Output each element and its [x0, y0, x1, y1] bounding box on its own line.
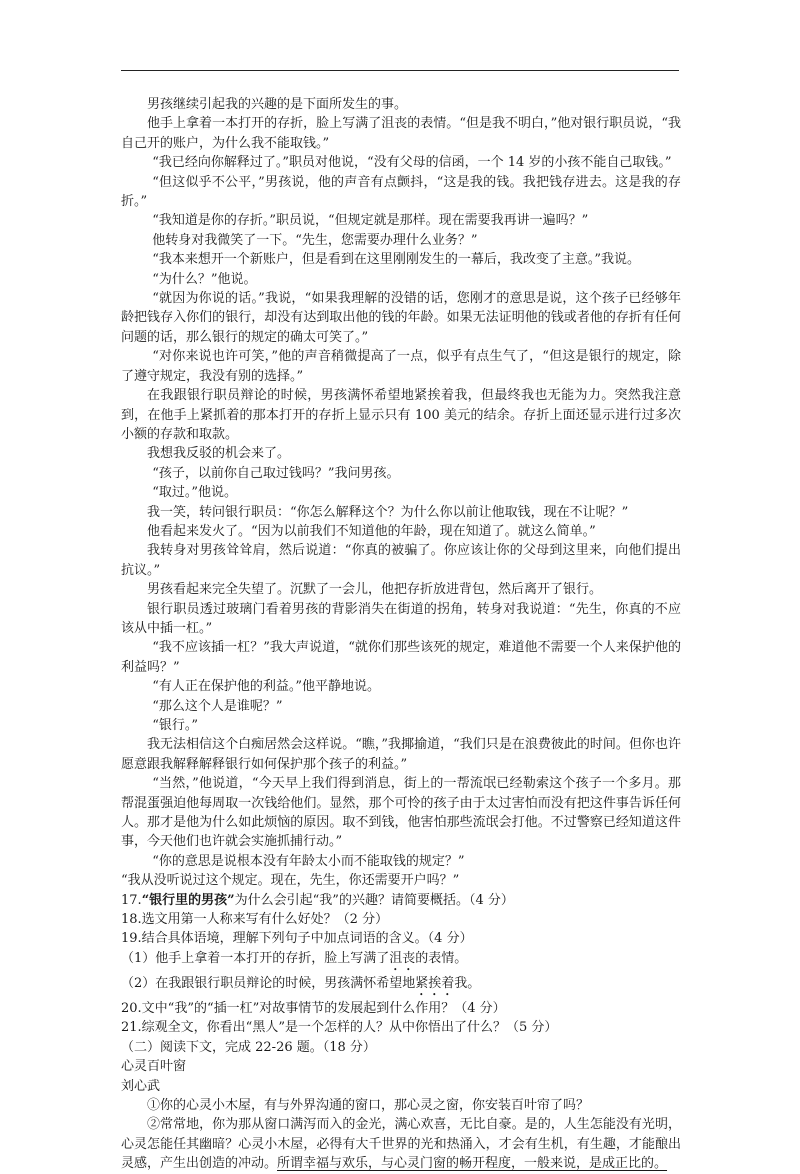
story-paragraph: 银行职员透过玻璃门看着男孩的背影消失在街道的拐角，转身对我说道：“先生，你真的不应该从中插一杠。” — [121, 601, 681, 636]
story-paragraph: 我无法相信这个白痴居然会这样说。“瞧，”我揶揄道，“我们只是在浪费彼此的时间。但你也许愿意跟我解释解释银行如何保护那个孩子的利益。” — [121, 737, 681, 772]
question-text: （2）在我跟银行职员辩论的时候，男孩满怀希望地 — [121, 975, 416, 991]
story-paragraph: “孩子，以前你自己取过钱吗？”我问男孩。 — [152, 465, 400, 481]
question-text: （1）他手上拿着一本打开的存折，脸上写满了 — [121, 950, 390, 966]
story-paragraph: 他看起来发火了。“因为以前我们不知道他的年龄，现在知道了。就这么简单。” — [147, 523, 596, 539]
essay-author: 刘心武 — [121, 1078, 161, 1094]
question-21: 21.综观全文，你看出“黑人”是一个怎样的人？从中你悟出了什么？（5 分） — [121, 1020, 558, 1036]
story-paragraph: “我从没听说过这个规定。现在，先生，你还需要开户吗？” — [121, 873, 460, 889]
story-title-quote: “银行里的男孩” — [141, 892, 235, 908]
essay-title: 心灵百叶窗 — [121, 1059, 187, 1075]
question-number: 17. — [121, 892, 142, 908]
story-paragraph: 我想我反驳的机会来了。 — [147, 446, 291, 462]
story-paragraph: “银行。” — [152, 718, 198, 733]
dotted-word: 紧挨着 — [415, 975, 455, 991]
dotted-word: 沮丧 — [389, 950, 416, 966]
story-paragraph: 男孩继续引起我的兴趣的是下面所发生的事。 — [147, 97, 408, 112]
story-paragraph: 我转身对男孩耸耸肩，然后说道：“你真的被骗了。你应该让你的父母到这里来，向他们提出抗议。” — [121, 543, 681, 578]
essay-paragraph — [121, 1115, 681, 1173]
story-paragraph: 他转身对我微笑了一下。“先生，您需要办理什么业务？” — [152, 232, 478, 248]
question-text: 为什么会引起“我”的兴趣？请简要概括。（4 分） — [234, 892, 514, 908]
question-20: 20.文中“我”的“插一杠”对故事情节的发展起到什么作用？（4 分） — [121, 1000, 506, 1016]
essay-paragraph: ①你的心灵小木屋，有与外界沟通的窗口，那心灵之窗，你安装百叶帘了吗？ — [147, 1097, 590, 1113]
story-paragraph: “我不应该插一杠？”我大声说道，“就你们那些该死的规定，难道他不需要一个人来保护他的利益吗？” — [121, 640, 681, 675]
question-19-2 — [121, 974, 681, 999]
story-paragraph: “为什么？”他说。 — [152, 271, 257, 287]
story-paragraph: “你的意思是说根本没有年龄太小而不能取钱的规定？” — [152, 853, 465, 869]
story-paragraph: “我知道是你的存折。”职员说，“但规定就是那样。现在需要我再讲一遍吗？” — [152, 213, 589, 229]
story-paragraph: “我本来想开一个新账户，但是看到在这里刚刚发生的一幕后，我改变了主意。”我说。 — [152, 252, 640, 268]
question-19-1 — [121, 949, 681, 974]
story-paragraph: “取过。”他说。 — [152, 485, 237, 501]
question-text: 的表情。 — [415, 950, 468, 966]
story-paragraph: “对你来说也许可笑，”他的声音稍微提高了一点，似乎有点生气了，“但这是银行的规定，除了遵守规定，我没有别的选择。” — [121, 349, 681, 384]
story-paragraph: 他手上拿着一本打开的存折，脸上写满了沮丧的表情。“但是我不明白，”他对银行职员说，“我自己开的账户，为什么我不能取钱。” — [121, 116, 681, 151]
underlined-sentence: 所谓幸福与欢乐，与心灵门窗的畅开程度，一般来说，是成正比的。 — [277, 1156, 668, 1172]
story-paragraph: 我一笑，转问银行职员：“你怎么解释这个？为什么你以前让他取钱，现在不让呢？” — [147, 504, 629, 520]
story-paragraph: 男孩看起来完全失望了。沉默了一会儿，他把存折放进背包，然后离开了银行。 — [147, 582, 603, 598]
story-paragraph: “有人正在保护他的利益。”他平静地说。 — [152, 679, 380, 695]
question-18: 18.选文用第一人称来写有什么好处？（2 分） — [121, 912, 389, 928]
document-body — [121, 95, 681, 1174]
story-paragraph: “我已经向你解释过了。”职员对他说，“没有父母的信函，一个 14 岁的小孩不能自己取钱。” — [152, 155, 672, 171]
question-17 — [121, 891, 681, 910]
story-paragraph: 在我跟银行职员辩论的时候，男孩满怀希望地紧挨着我，但最终我也无能为力。突然我注意到，在他手上紧抓着的那本打开的存折上显示只有 100 美元的结余。存折上面还显示进行过多次小额的存款和取款。 — [121, 388, 681, 442]
question-19: 19.结合具体语境，理解下列句子中加点词语的含义。（4 分） — [121, 931, 473, 947]
story-paragraph: “但这似乎不公平，”男孩说，他的声音有点颤抖，“这是我的钱。我把钱存进去。这是我的存折。” — [121, 174, 681, 210]
story-paragraph: “当然，”他说道，“今天早上我们得到消息，街上的一帮流氓已经勒索这个孩子一个多月。那帮混蛋强迫他每周取一次钱给他们。显然，那个可怜的孩子由于太过害怕而没有把这件事告诉任何人。那才是他为什么如此烦恼的原因。取不到钱，他害怕那些流氓会打他。不过警察已经知道这件事，今天他们也许就会实施抓捕行动。” — [121, 776, 681, 850]
story-paragraph: “那么这个人是谁呢？” — [152, 698, 283, 714]
section-heading: （二）阅读下文，完成 22-26 题。（18 分） — [121, 1039, 376, 1055]
story-paragraph: “就因为你说的话。”我说，“如果我理解的没错的话，您刚才的意思是说，这个孩子已经够年龄把钱存入你们的银行，却没有达到取出他的钱的年龄。如果无法证明他的钱或者他的存折有任何问题的话，那么银行的规定的确太可笑了。” — [121, 291, 681, 345]
essay-text: ②常常地，你为那从窗口满泻而入的金光，满心欢喜，无比自豪。是的，人生怎能没有光明，心灵怎能任其幽暗？心灵小木屋，必得有大千世界的光和热涌入，才会有生机，有生趣，才能酿出灵感，产生出创造的冲动。 — [121, 1117, 681, 1172]
question-text: 我。 — [454, 975, 481, 991]
header-rule — [121, 70, 679, 71]
